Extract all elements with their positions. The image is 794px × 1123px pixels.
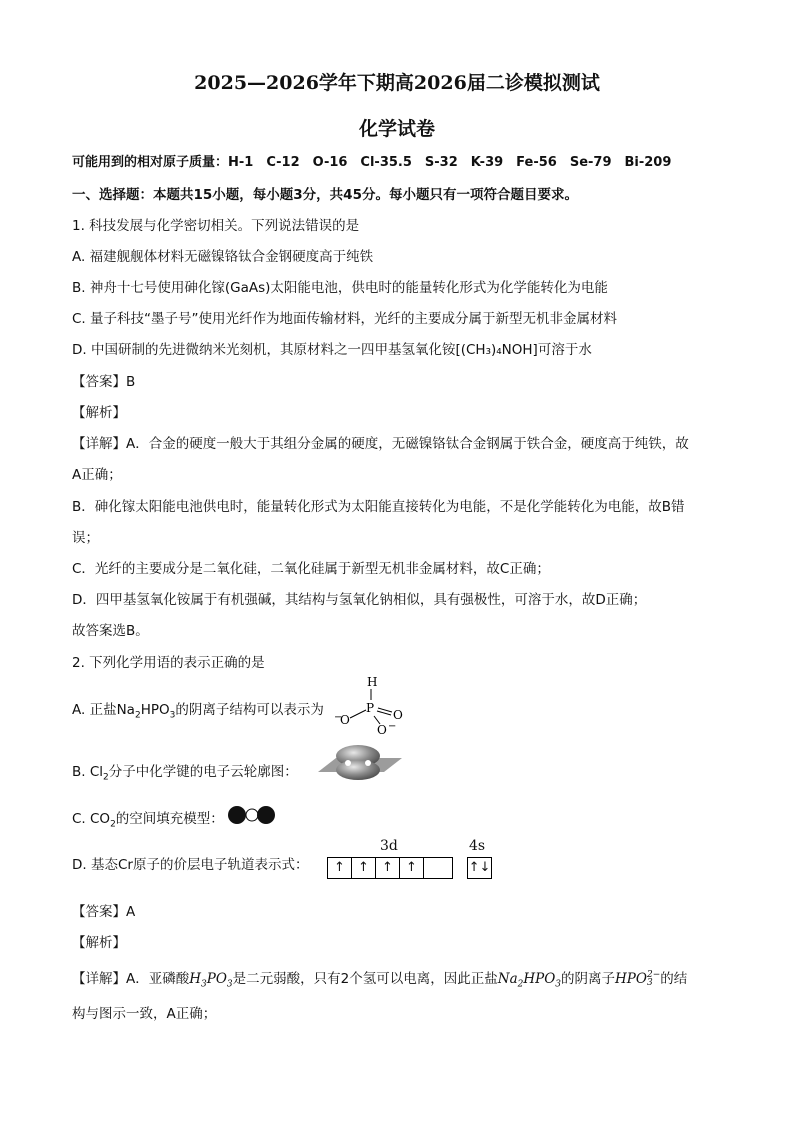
orbital-4s-box: ↑↓ (467, 857, 492, 879)
bond-p-o-left (350, 710, 366, 718)
formula-na-sub: 2 (517, 979, 524, 990)
q1-detail-b: B．砷化镓太阳能电池供电时，能量转化形式为太阳能直接转化为电能，不是化学能转化为电能，故B错 (72, 499, 685, 515)
page-title: 2025—2026学年下期高2026届二诊模拟测试 (194, 72, 600, 94)
nucleus-right (365, 760, 371, 766)
ion-sub: 3 (646, 978, 653, 988)
answer-label: 【答案】 (72, 374, 126, 390)
atom-sphere-center (246, 809, 258, 821)
q2-answer (72, 900, 135, 920)
q1-detail-b-cont: 误； (72, 530, 99, 546)
atom-sphere-left (228, 806, 246, 824)
q2-detail-a (72, 967, 687, 990)
q1-option-b: B. 神舟十七号使用砷化镓(GaAs)太阳能电池，供电时的能量转化形式为化学能转化为电能 (72, 280, 608, 296)
q1-detail-a (72, 432, 689, 452)
orbital-3d-box-4: ↑ (399, 857, 424, 879)
opt-b-pre: B. Cl (72, 764, 104, 780)
space-filling-model (226, 804, 278, 826)
atomic-mass-line: 可能用到的相对原子质量：H-1 C-12 O-16 Cl-35.5 S-32 K-39 Fe-56 Se-79 Bi-209 (72, 155, 672, 170)
q1-analysis-label: 【解析】 (72, 405, 126, 421)
answer-label: 【答案】 (72, 904, 126, 920)
opt-a-post: 的阴离子结构可以表示为 (175, 702, 324, 718)
opt-b-post: 分子中化学键的电子云轮廓图： (108, 764, 298, 780)
q2-stem: 2. 下列化学用语的表示正确的是 (72, 655, 265, 671)
opt-c-sub: 2 (110, 819, 116, 830)
formula-na: Na (497, 971, 518, 987)
q2-option-a (72, 698, 324, 721)
q1-option-c: C. 量子科技“墨子号”使用光纤作为地面传输材料，光纤的主要成分属于新型无机非金属材料 (72, 311, 617, 327)
detail-label: 【详解】 (72, 436, 126, 452)
formula-hpo: HPO (523, 971, 556, 987)
ion-charge: 2− (646, 970, 661, 980)
atom-sphere-right (257, 806, 275, 824)
q2-detail-a-cont: 构与图示一致，A正确； (72, 1006, 217, 1022)
atom-p: P (366, 701, 375, 715)
orbital-3d-box-3: ↑ (375, 857, 400, 879)
formula-hpo-sub: 3 (555, 979, 562, 990)
formula-h: H (189, 971, 202, 987)
atom-h: H (367, 675, 378, 689)
opt-a-sub1: 2 (134, 710, 141, 721)
q1-detail-a-cont: A正确； (72, 467, 122, 483)
answer-value: A (126, 904, 136, 920)
orbital-label-4s: 4s (469, 838, 486, 854)
q1-stem: 1. 科技发展与化学密切相关。下列说法错误的是 (72, 218, 360, 234)
q1-answer (72, 370, 135, 390)
detail-a-part3: 的阴离子 (561, 971, 616, 987)
section-heading: 一、选择题：本题共15小题，每小题3分，共45分。每小题只有一项符合题目要求。 (72, 187, 578, 203)
formula-po-sub: 3 (226, 979, 233, 990)
detail-label: 【详解】 (72, 971, 126, 987)
q1-detail-d: D．四甲基氢氧化铵属于有机强碱，其结构与氢氧化钠相似，具有强极性，可溶于水，故D正确； (72, 592, 647, 608)
atom-o-left: O (340, 713, 350, 727)
detail-a-part4: 的结 (660, 971, 688, 987)
answer-value: B (126, 374, 136, 390)
q2-analysis-label: 【解析】 (72, 935, 126, 951)
opt-a-pre: A. 正盐Na (72, 702, 135, 718)
q1-option-d: D. 中国研制的先进微纳米光刻机，其原材料之一四甲基氢氧化铵[(CH₃)₄NOH]可溶于水 (72, 342, 592, 358)
orbital-3d-box-1: ↑ (327, 857, 352, 879)
opt-c-pre: C. CO (72, 811, 111, 827)
formula-h-sub: 3 (201, 979, 207, 990)
orbital-3d-box-5 (423, 857, 453, 879)
electron-cloud-image (304, 742, 404, 784)
orbital-3d-box-2: ↑ (351, 857, 376, 879)
page-subtitle: 化学试卷 (358, 118, 435, 140)
opt-b-sub: 2 (103, 772, 109, 783)
formula-po: PO (206, 971, 227, 987)
charge-left: − (334, 712, 343, 723)
q1-conclusion: 故答案选B。 (72, 623, 149, 639)
phosphite-anion-structure (330, 672, 410, 736)
opt-c-post: 的空间填充模型： (115, 811, 224, 827)
q2-option-c (72, 807, 224, 830)
atom-o-right: O (393, 708, 403, 722)
opt-a-mid: HPO (140, 702, 170, 718)
detail-a-part2: 是二元弱酸，只有2个氢可以电离，因此正盐 (232, 971, 498, 987)
q1-option-a: A. 福建舰舰体材料无磁镍铬钛合金钢硬度高于纯铁 (72, 249, 374, 265)
q2-option-d: D. 基态Cr原子的价层电子轨道表示式： (72, 857, 309, 873)
q2-option-b (72, 760, 298, 783)
ion-formula: HPO (615, 971, 647, 987)
charge-bottom: − (388, 721, 397, 732)
orbital-label-3d: 3d (380, 838, 398, 854)
atom-o-bottom: O (377, 723, 387, 736)
ion-script (647, 971, 660, 987)
detail-a-text: A．合金的硬度一般大于其组分金属的硬度，无磁镍铬钛合金钢属于铁合金，硬度高于纯铁，故 (126, 436, 689, 452)
cloud-lobe-bottom (336, 760, 380, 780)
opt-a-sub2: 3 (169, 710, 176, 721)
nucleus-left (345, 760, 351, 766)
q1-detail-c: C．光纤的主要成分是二氧化硅，二氧化硅属于新型无机非金属材料，故C正确； (72, 561, 550, 577)
detail-a-part1: A．亚磷酸 (126, 971, 190, 987)
